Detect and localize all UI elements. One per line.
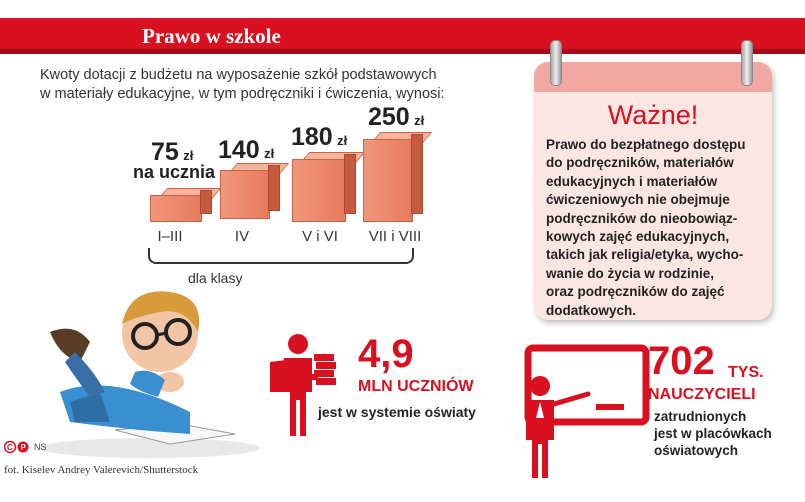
copyright-logo <box>4 440 30 454</box>
teacher-board-icon <box>510 340 650 480</box>
note-line: ćwiczeniowych nie obejmuje <box>546 192 730 208</box>
svg-text:C: C <box>7 443 13 452</box>
intro-text <box>40 66 500 104</box>
binder-ring-left <box>550 40 562 86</box>
note-line: oraz podręczników do zajęć <box>546 284 725 300</box>
teachers-unit: NAUCZYCIELI <box>648 386 756 403</box>
price-2: 140 zł <box>218 136 275 164</box>
block-3 <box>292 152 354 222</box>
student-icon <box>266 330 346 440</box>
binder-ring-right <box>741 40 753 86</box>
note-line: edukacyjnych i materiałów <box>546 173 718 189</box>
note-card-band <box>534 62 772 92</box>
note-title: Ważne! <box>607 100 699 130</box>
note-line: wanie do życia w rodzinie, <box>546 265 715 281</box>
students-text: jest w systemie oświaty <box>318 404 476 420</box>
note-line: Prawo do bezpłatnego dostępu <box>546 137 746 152</box>
teachers-text-line: oświatowych <box>654 443 739 458</box>
note-line: do podręczników, materiałów <box>546 155 734 171</box>
class-label-3: V i VI <box>302 228 338 245</box>
teachers-number: 702 <box>648 339 715 383</box>
intro-line-1: Kwoty dotacji z budżetu na wyposażenie szkół podstawowych <box>40 67 437 83</box>
class-label-1: I–III <box>157 228 183 245</box>
price-1: 75 zł <box>151 138 194 166</box>
block-1 <box>150 188 212 222</box>
class-caption: dla klasy <box>188 270 243 286</box>
teachers-text <box>654 408 794 459</box>
note-text <box>546 136 762 320</box>
class-label-2: IV <box>234 228 250 245</box>
note-line: podręczników do nieobowiąz- <box>546 210 738 226</box>
block-2 <box>220 163 278 219</box>
price-4: 250 zł <box>368 103 425 131</box>
block-4 <box>363 132 421 222</box>
teachers-text-line: jest w placówkach <box>654 426 772 441</box>
note-line: kowych zajęć edukacyjnych, <box>546 229 730 245</box>
note-line: dodatkowych. <box>546 302 637 318</box>
intro-line-2: w materiały edukacyjne, w tym podręczniki i ćwiczenia, wynosi: <box>40 86 445 102</box>
students-number: 4,9 <box>358 332 414 376</box>
price-3: 180 zł <box>291 123 348 151</box>
teachers-tys: TYS. <box>728 364 764 381</box>
teachers-text-line: zatrudnionych <box>654 409 747 424</box>
child-illustration <box>20 262 270 462</box>
price-1-note: na ucznia <box>133 162 216 182</box>
svg-text:P: P <box>20 443 26 452</box>
page-title: Prawo w szkole <box>142 24 281 48</box>
class-label-4: VII i VIII <box>368 228 422 245</box>
note-line: takich jak religia/etyka, wycho- <box>546 247 744 263</box>
header-bar <box>0 18 805 54</box>
photo-credit: fot. Kiselev Andrey Valerevich/Shutterstock <box>4 464 199 476</box>
students-unit: MLN UCZNIÓW <box>358 378 474 395</box>
credit-initials: NS <box>34 442 47 452</box>
